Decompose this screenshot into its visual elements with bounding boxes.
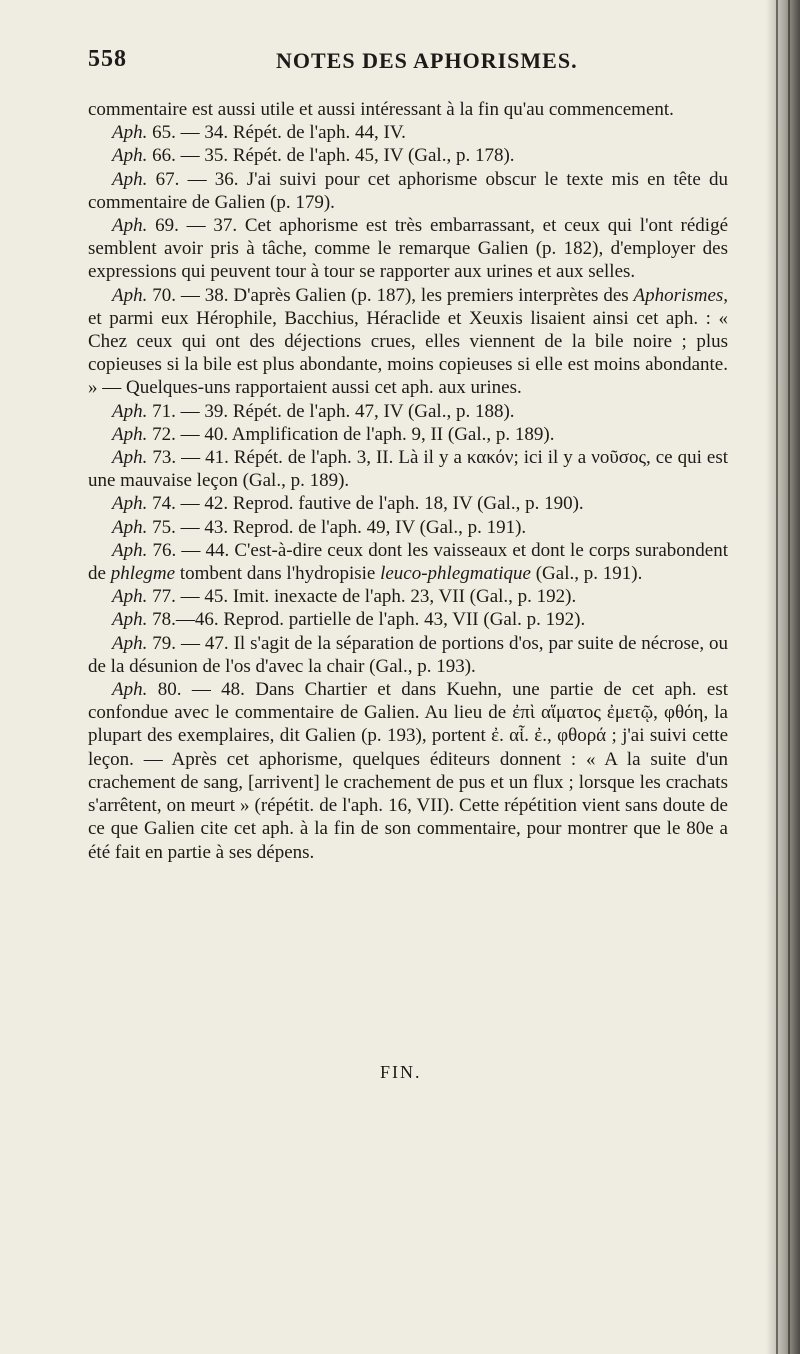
aph-note-66 [88, 144, 728, 167]
aph-note-text: et parmi eux Hérophile, Bacchius, Héraclide et Xeuxis lisaient ainsi cet aph. : « Chez ceux qui ont des déjections crues, elles viennent de la bile noire ; plus copieuses si la bile est plus abondante, moins copieuses si elle est moins abondante. » — Quelques-uns rapportaient aussi cet aph. aux urines. [88, 307, 728, 399]
aph-note-text: 77. — 45. Imit. inexacte de l'aph. 23, VII (Gal., p. 192). [152, 586, 577, 608]
aph-note-75 [88, 516, 728, 539]
opening-paragraph: commentaire est aussi utile et aussi intéressant à la fin qu'au commencement. [88, 99, 674, 120]
aph-note-text: 76. — 44. C'est-à-dire ceux dont les vaisseaux et dont le corps surabondent de [88, 539, 729, 585]
running-title: NOTES DES APHORISMES. [276, 48, 578, 73]
aph-note-text: 65. — 34. Répét. de l'aph. 44, IV. [152, 122, 406, 144]
aph-note-79 [88, 632, 728, 678]
aph-note-72 [88, 423, 728, 446]
aph-note-text: 69. — 37. Cet aphorisme est très embarrassant, et ceux qui l'ont rédigé semblent avoir pris à tâche, comme le remarque Galien (p. 182), d'employer des expressions qui peuvent tour à tour se rapporter aux urines et aux selles. [88, 215, 729, 283]
book-title-emphasis: Aphorismes, [633, 284, 729, 306]
aph-note-text: 72. — 40. Amplification de l'aph. 9, II (Gal., p. 189). [152, 423, 555, 445]
end-mark: FIN. [380, 1062, 422, 1082]
page-edge-line [776, 0, 778, 1354]
aph-note-69 [88, 214, 728, 284]
aph-note-text: 71. — 39. Répét. de l'aph. 47, IV (Gal., p. 188). [152, 400, 515, 422]
aph-label: Aph. [112, 400, 148, 422]
aph-label: Aph. [112, 284, 148, 306]
aph-note-77 [88, 585, 728, 608]
aph-note-text: 79. — 47. Il s'agit de la séparation de portions d'os, par suite de nécrose, ou de la désunion de l'os d'avec la chair (Gal., p. 193). [88, 632, 729, 677]
aph-note-67 [88, 168, 728, 214]
aph-label: Aph. [112, 609, 148, 631]
aph-note-80 [88, 678, 728, 864]
term-emphasis: leuco-phlegmatique [380, 563, 531, 585]
aph-label: Aph. [112, 447, 148, 469]
aph-note-text: 67. — 36. J'ai suivi pour cet aphorisme obscur le texte mis en tête du commentaire de Galien (p. 179). [88, 168, 728, 213]
page-number: 558 [88, 46, 127, 72]
aph-label: Aph. [112, 539, 148, 561]
aph-note-73 [88, 446, 728, 492]
aph-note-71 [88, 400, 728, 423]
page-binding-edge [766, 0, 800, 1354]
aph-note-text: 73. — 41. Répét. de l'aph. 3, II. Là il y a κακόν; ici il y a νοῦσος, ce qui est une mauvaise leçon (Gal., p. 189). [88, 447, 728, 492]
aph-label: Aph. [112, 215, 148, 237]
page-edge-line [788, 0, 790, 1354]
aph-note-74 [88, 492, 728, 515]
aph-label: Aph. [112, 145, 148, 167]
aph-note-text: (Gal., p. 191). [535, 563, 643, 585]
aph-label: Aph. [112, 493, 148, 515]
aph-note-text: 80. — 48. Dans Chartier et dans Kuehn, une partie de cet aph. est confondue avec le commentaire de Galien. Au lieu de ἐπὶ αἵματος ἐμετῷ, φθόη, la plupart des exemplaires, dit Galien (p. 193), portent ἐ. αἷ. ἐ., φθορά ; j'ai suivi cette leçon. — Après cet aphorisme, quelques éditeurs donnent : « A la suite d'un crachement de sang, [arrivent] le crachement de pus et un flux ; lorsque les crachats s'arrêtent, on meurt » (répétit. de l'aph. 16, VII). Cette répétition vient sans doute de ce que Galien cite cet aph. à la fin de son commentaire, pour montrer que le 80e a été fait en partie à ses dépens. [88, 679, 729, 863]
aph-note-78 [88, 608, 728, 631]
aph-label: Aph. [112, 122, 148, 144]
page-header [88, 46, 728, 86]
aph-note-70 [88, 284, 728, 400]
notes-body [88, 98, 728, 864]
aph-label: Aph. [112, 632, 148, 654]
aph-label: Aph. [112, 516, 148, 538]
aph-label: Aph. [112, 679, 148, 701]
aph-note-text: 75. — 43. Reprod. de l'aph. 49, IV (Gal., p. 191). [152, 516, 527, 538]
aph-note-text: 70. — 38. D'après Galien (p. 187), les premiers interprètes des [152, 284, 629, 306]
aph-label: Aph. [112, 423, 148, 445]
aph-note-65 [88, 121, 728, 144]
aph-note-76 [88, 539, 728, 585]
aph-note-text: tombent dans l'hydropisie [179, 563, 376, 585]
aph-label: Aph. [112, 586, 148, 608]
aph-label: Aph. [112, 168, 148, 190]
aph-note-text: 74. — 42. Reprod. fautive de l'aph. 18, IV (Gal., p. 190). [152, 493, 584, 515]
term-emphasis: phlegme [110, 563, 176, 585]
aph-note-text: 66. — 35. Répét. de l'aph. 45, IV (Gal., p. 178). [152, 145, 515, 167]
aph-note-text: 78.—46. Reprod. partielle de l'aph. 43, VII (Gal. p. 192). [152, 609, 586, 631]
